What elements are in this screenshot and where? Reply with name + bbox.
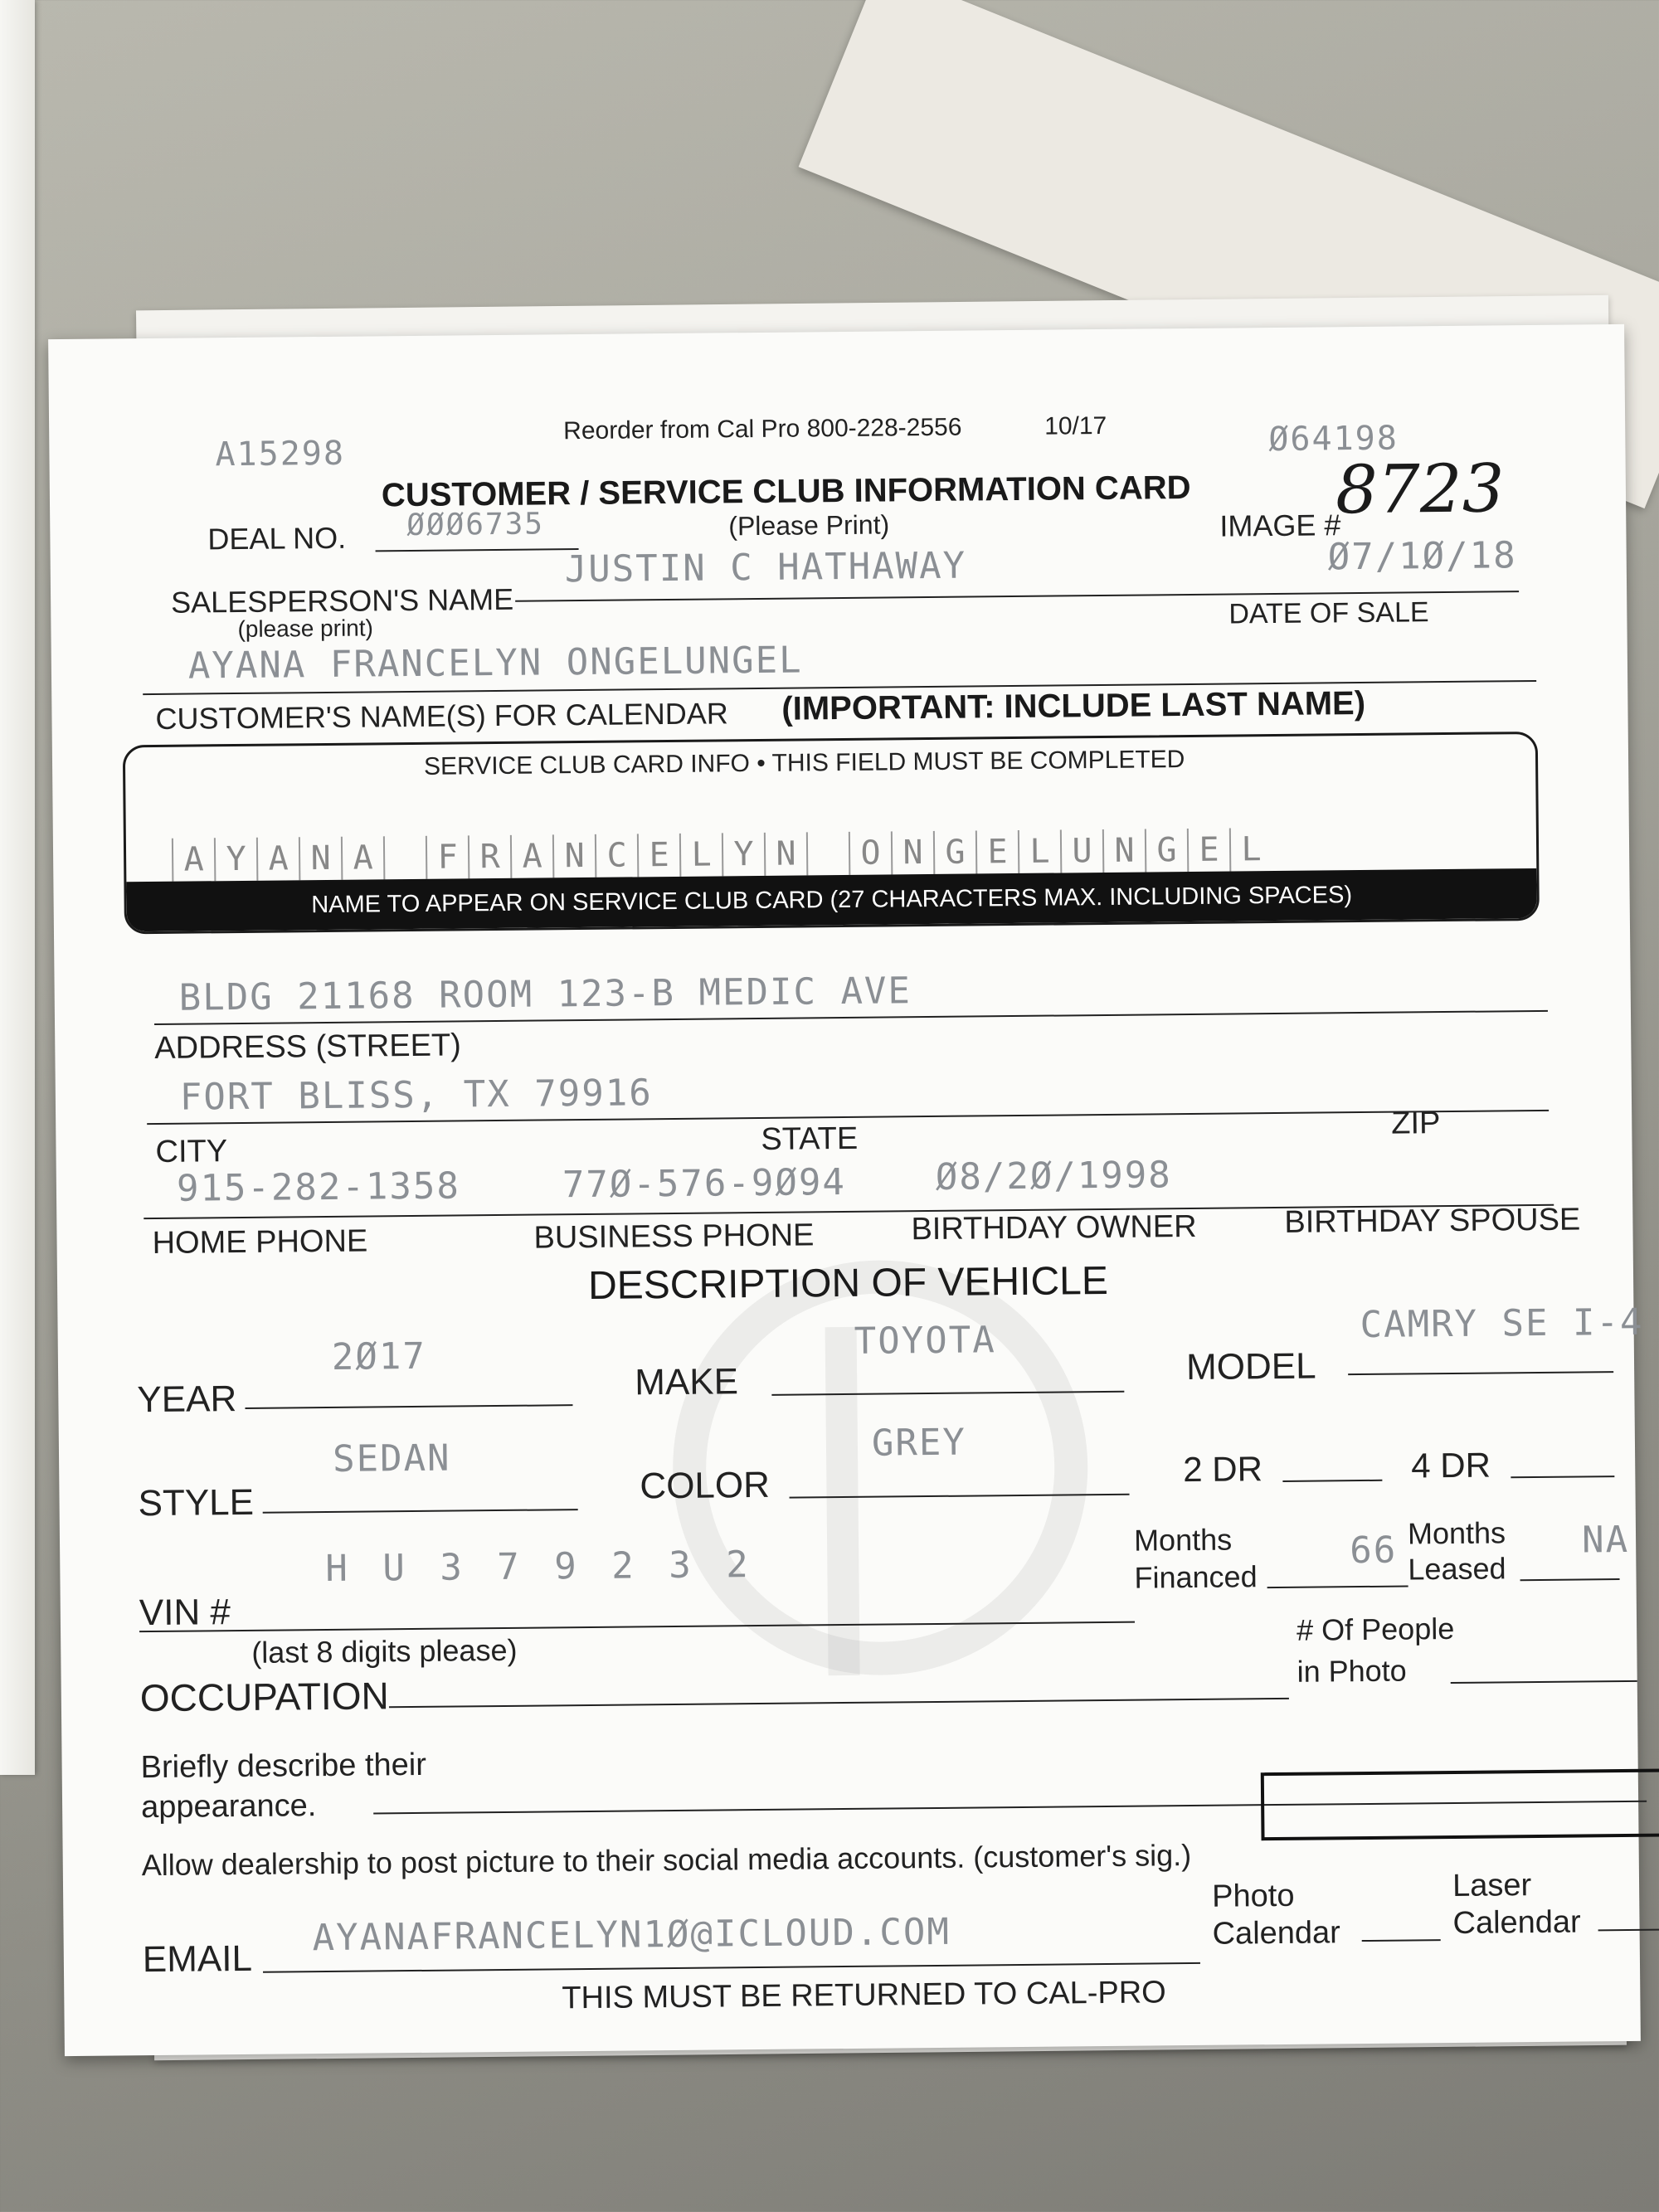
people-label-1: # Of People [1296, 1611, 1455, 1647]
date-of-sale-value: Ø7/1Ø/18 [1327, 534, 1517, 579]
allow-dealership-text: Allow dealership to post picture to their social media accounts. (customer's sig.) [141, 1838, 1192, 1883]
vin-sub: (last 8 digits please) [251, 1632, 518, 1670]
service-club-box [123, 732, 1540, 934]
service-club-char: U [1060, 829, 1102, 873]
months-financed-value: 66 [1349, 1529, 1398, 1573]
service-club-char: E [975, 830, 1018, 873]
service-club-char: E [637, 834, 679, 877]
customer-signature-box[interactable] [1261, 1768, 1659, 1840]
business-phone-label: BUSINESS PHONE [533, 1218, 815, 1256]
please-print: (Please Print) [728, 509, 890, 542]
city-label: CITY [155, 1134, 228, 1169]
vin-value: H U 3 7 9 2 3 2 [325, 1544, 755, 1591]
laser-calendar-label-1: Laser [1452, 1868, 1532, 1904]
make-value: TOYOTA [854, 1319, 996, 1363]
salesperson-value: JUSTIN C HATHAWAY [564, 544, 967, 591]
laser-calendar-label-2: Calendar [1452, 1904, 1581, 1941]
describe-label-1: Briefly describe their [140, 1747, 427, 1786]
salesperson-label: SALESPERSON'S NAME [170, 581, 514, 620]
service-club-char: O [849, 831, 891, 874]
service-club-char: L [679, 833, 722, 876]
city-value: FORT BLISS, TX 79916 [179, 1072, 653, 1119]
reorder-text: Reorder from Cal Pro 800-228-2556 [563, 413, 962, 445]
service-club-char: Y [214, 838, 256, 881]
four-door-label: 4 DR [1410, 1445, 1491, 1485]
months-leased-value: NA [1581, 1518, 1630, 1562]
deal-no-label: DEAL NO. [207, 520, 347, 557]
service-club-char: E [1187, 829, 1229, 872]
salesperson-sub: (please print) [237, 615, 374, 642]
image-label: IMAGE # [1219, 508, 1341, 543]
service-club-char: L [1229, 828, 1272, 871]
email-value: AYANAFRANCELYN1Ø@ICLOUD.COM [312, 1910, 951, 1960]
months-financed-label-2: Financed [1134, 1559, 1258, 1595]
service-club-band-text: NAME TO APPEAR ON SERVICE CLUB CARD (27 CHARACTERS MAX. INCLUDING SPACES) [311, 881, 1353, 918]
vin-label: VIN # [139, 1592, 231, 1634]
date-of-sale-label: DATE OF SALE [1228, 596, 1429, 630]
service-club-char: G [1145, 829, 1187, 872]
business-phone-value: 77Ø-576-9Ø94 [562, 1160, 847, 1207]
card-title: CUSTOMER / SERVICE CLUB INFORMATION CARD [381, 469, 1191, 514]
photo-calendar-label-1: Photo [1211, 1878, 1295, 1914]
service-club-char: C [595, 834, 637, 877]
birthday-spouse-label: BIRTHDAY SPOUSE [1284, 1202, 1581, 1240]
image-number: 8723 [1335, 450, 1505, 529]
service-club-char: A [510, 834, 552, 878]
describe-label-2: appearance. [140, 1788, 317, 1826]
photo-calendar-label-2: Calendar [1212, 1915, 1341, 1952]
occupation-label: OCCUPATION [139, 1674, 389, 1720]
deal-no-value: ØØØ6735 [406, 507, 545, 543]
model-label: MODEL [1185, 1345, 1316, 1388]
style-label: STYLE [138, 1481, 255, 1524]
zip-label: ZIP [1391, 1106, 1441, 1141]
service-club-char [806, 832, 849, 875]
service-club-info: SERVICE CLUB CARD INFO • THIS FIELD MUST BE COMPLETED [423, 746, 1185, 780]
revision-text: 10/17 [1044, 411, 1107, 440]
serial-number: Ø64198 [1268, 419, 1399, 459]
home-phone-label: HOME PHONE [152, 1223, 368, 1262]
service-club-char: Y [722, 833, 764, 876]
two-door-label: 2 DR [1183, 1449, 1263, 1490]
return-text: THIS MUST BE RETURNED TO CAL-PRO [562, 1975, 1166, 2016]
service-club-char: F [426, 835, 468, 878]
year-value: 2Ø17 [331, 1334, 427, 1378]
year-label: YEAR [137, 1378, 237, 1421]
address-value: BLDG 21168 ROOM 123-B MEDIC AVE [178, 970, 912, 1019]
service-club-char: N [764, 832, 806, 875]
people-label-2: in Photo [1297, 1653, 1407, 1689]
months-leased-label-2: Leased [1408, 1551, 1506, 1587]
state-label: STATE [761, 1121, 859, 1157]
service-club-char: N [1102, 829, 1145, 873]
service-club-char: L [1018, 829, 1060, 873]
make-label: MAKE [634, 1361, 739, 1403]
service-club-char: N [299, 837, 341, 880]
address-label: ADDRESS (STREET) [154, 1028, 461, 1066]
color-label: COLOR [640, 1464, 771, 1507]
service-club-char: N [552, 834, 595, 878]
months-leased-label-1: Months [1407, 1515, 1506, 1551]
important-note: (IMPORTANT: INCLUDE LAST NAME) [781, 684, 1366, 727]
vehicle-heading: DESCRIPTION OF VEHICLE [587, 1258, 1109, 1308]
model-value: CAMRY SE I-4 [1360, 1300, 1644, 1347]
customer-name-label: CUSTOMER'S NAME(S) FOR CALENDAR [155, 696, 728, 736]
color-value: GREY [871, 1421, 967, 1465]
form-number: A15298 [215, 434, 346, 474]
birthday-owner-label: BIRTHDAY OWNER [911, 1208, 1197, 1247]
months-financed-label-1: Months [1133, 1522, 1233, 1558]
service-club-char: A [256, 837, 299, 880]
home-phone-value: 915-282-1358 [176, 1164, 461, 1210]
service-club-char: A [341, 836, 383, 879]
service-club-char: R [468, 835, 510, 878]
information-card [48, 324, 1644, 2056]
email-label: EMAIL [142, 1937, 253, 1981]
service-club-char: A [172, 838, 214, 881]
customer-name-value: AYANA FRANCELYN ONGELUNGEL [187, 639, 803, 688]
style-value: SEDAN [332, 1437, 451, 1480]
service-club-char [383, 836, 426, 879]
service-club-char: G [933, 830, 975, 873]
birthday-owner-value: Ø8/2Ø/1998 [935, 1154, 1172, 1198]
service-club-char: N [891, 831, 933, 874]
paper-stack-edge [0, 0, 35, 1775]
